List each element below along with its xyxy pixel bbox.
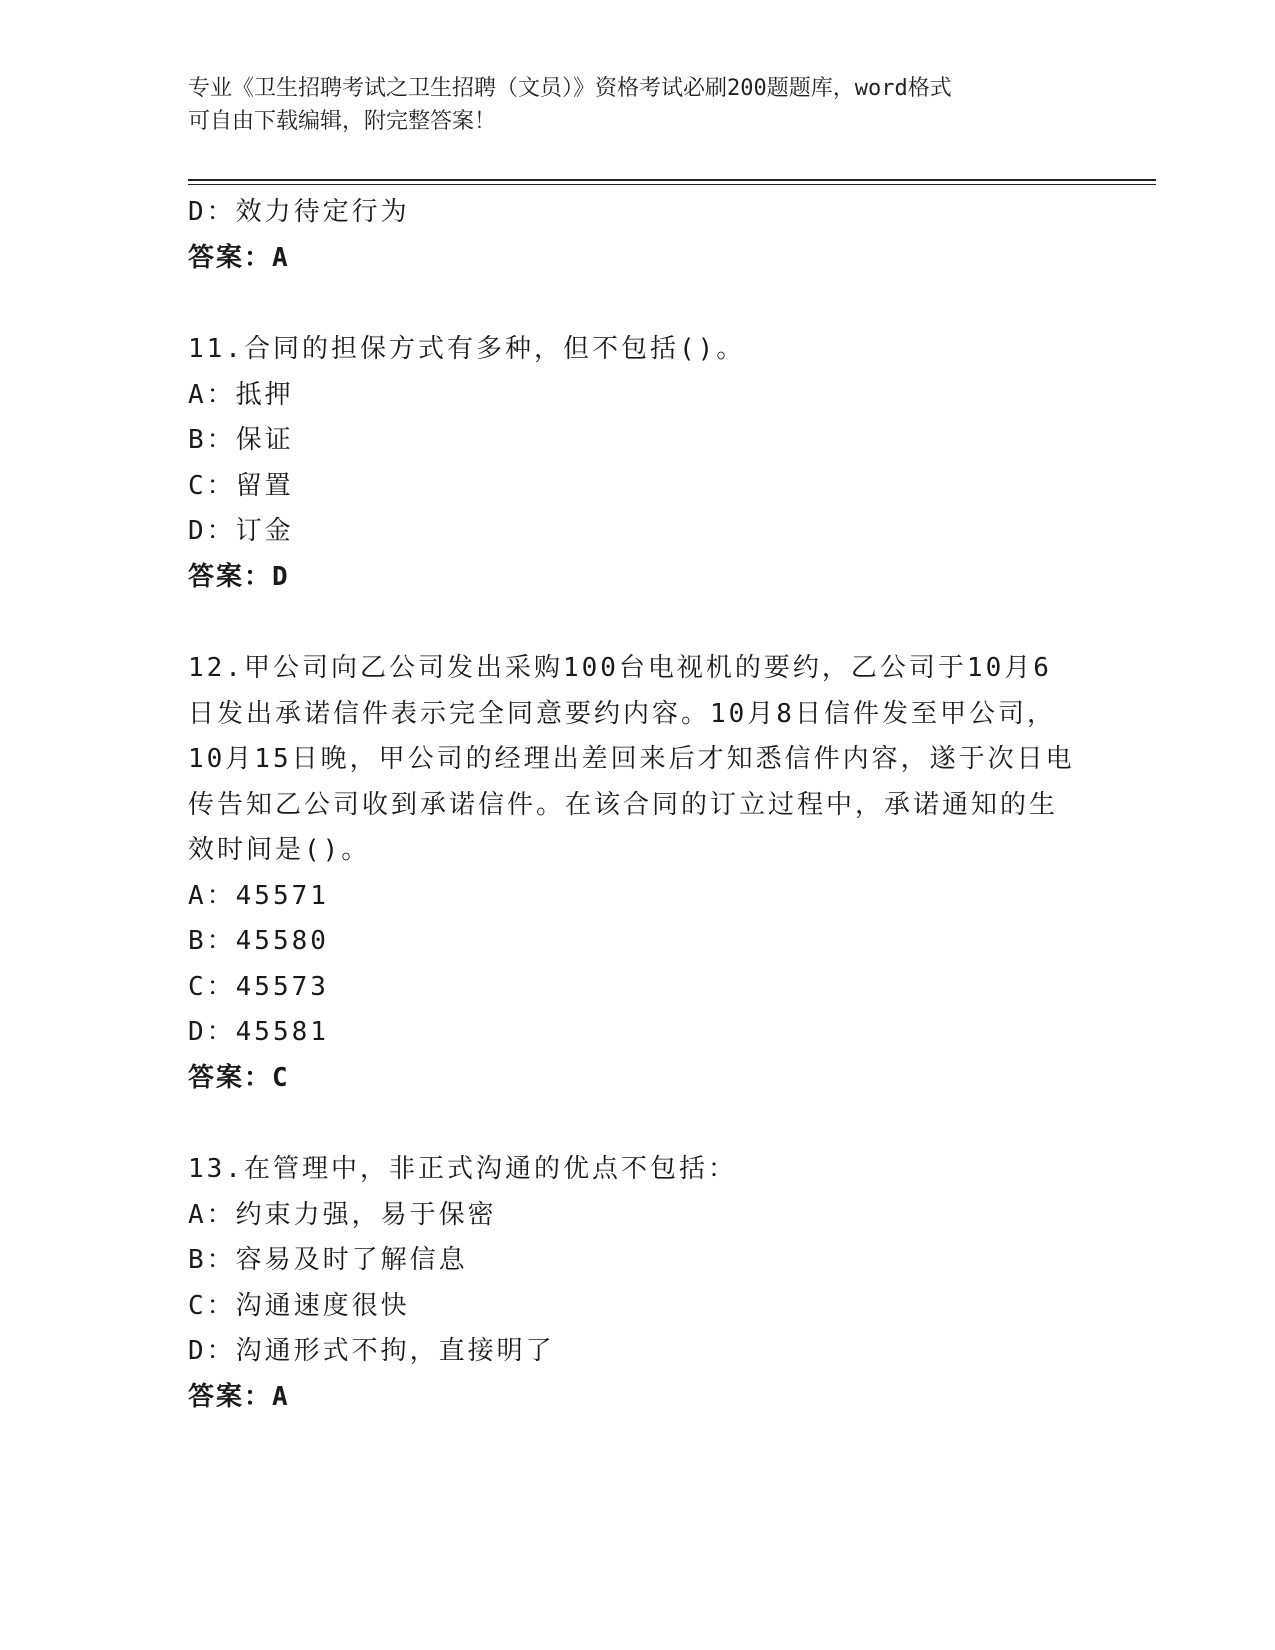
q11-option-c: C：留置 <box>188 470 294 501</box>
q12-stem-line-5: 效时间是()。 <box>188 835 371 865</box>
header-line-2: 可自由下载编辑，附完整答案！ <box>188 109 497 134</box>
q12-stem-line-4: 传告知乙公司收到承诺信件。在该合同的订立过程中，承诺通知的生 <box>188 789 1059 820</box>
q12-option-c: C：45573 <box>188 971 329 1002</box>
q13-stem: 13.在管理中，非正式沟通的优点不包括： <box>188 1154 737 1184</box>
question-content <box>188 190 1088 1420</box>
document-header <box>188 72 1088 138</box>
prev-option-d: D：效力待定行为 <box>188 197 410 227</box>
q13-option-c: C：沟通速度很快 <box>188 1290 410 1321</box>
q12-stem-line-2: 日发出承诺信件表示完全同意要约内容。10月8日信件发至甲公司， <box>188 698 1056 729</box>
spacer <box>188 600 1088 646</box>
header-line-1: 专业《卫生招聘考试之卫生招聘（文员）》资格考试必刷200题题库，word格式 <box>188 76 952 101</box>
header-rule-thick <box>188 179 1156 181</box>
q12-option-d: D：45581 <box>188 1017 329 1047</box>
q13-answer: 答案：A <box>188 1381 290 1412</box>
q11-stem: 11.合同的担保方式有多种，但不包括()。 <box>188 334 746 364</box>
header-rule-thin <box>188 184 1156 185</box>
q12-answer: 答案：C <box>188 1062 290 1093</box>
q11-option-b: B：保证 <box>188 425 294 455</box>
q11-option-a: A：抵押 <box>188 379 294 410</box>
q13-option-a: A：约束力强，易于保密 <box>188 1199 497 1230</box>
q11-option-d: D：订金 <box>188 516 294 546</box>
q11-answer: 答案：D <box>188 561 290 592</box>
q13-option-d: D：沟通形式不拘，直接明了 <box>188 1336 555 1366</box>
spacer <box>188 281 1088 327</box>
q12-stem-line-1: 12.甲公司向乙公司发出采购100台电视机的要约，乙公司于10月6 <box>188 653 1052 683</box>
q13-option-b: B：容易及时了解信息 <box>188 1245 468 1275</box>
q12-stem-line-3: 10月15日晚，甲公司的经理出差回来后才知悉信件内容，遂于次日电 <box>188 744 1075 774</box>
q12-option-a: A：45571 <box>188 880 329 911</box>
q12-option-b: B：45580 <box>188 926 329 956</box>
spacer <box>188 1101 1088 1147</box>
prev-answer: 答案：A <box>188 242 290 273</box>
